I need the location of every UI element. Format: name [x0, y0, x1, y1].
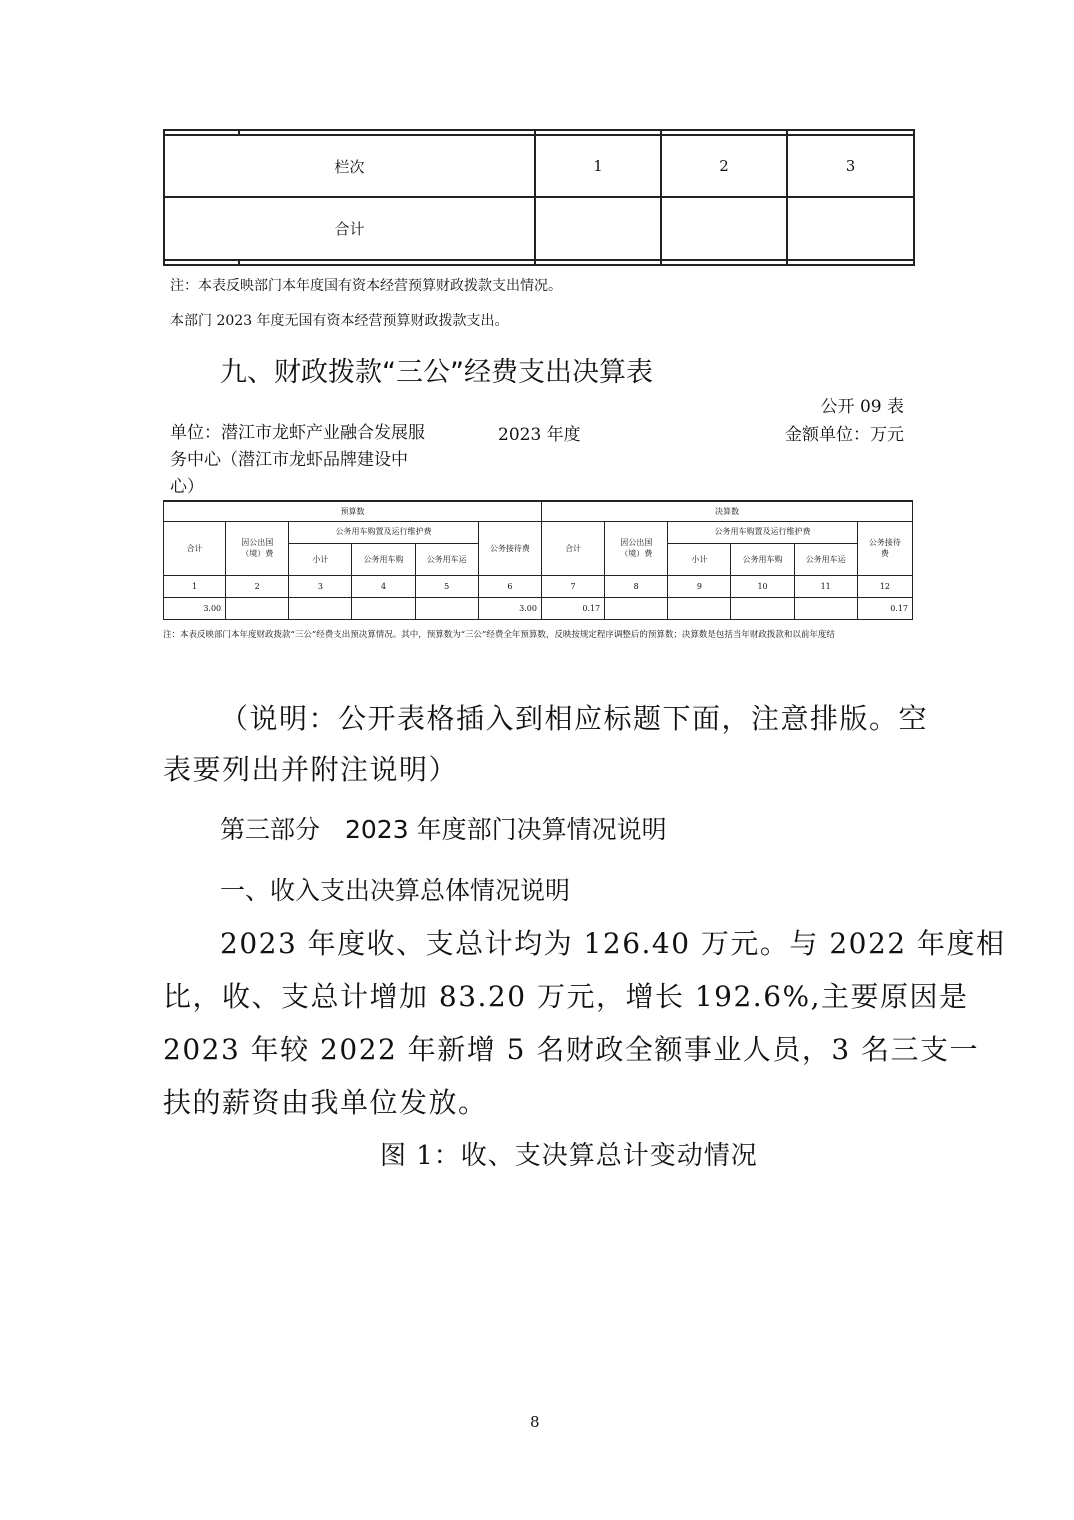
- value-cell: [731, 597, 794, 619]
- col-subtotal: 小计: [668, 543, 731, 575]
- section-heading: 一、收入支出决算总体情况说明: [220, 876, 571, 905]
- table-cell: 2: [661, 135, 787, 197]
- col-purchase: 公务用车购: [352, 543, 415, 575]
- col-number: 1: [164, 575, 226, 597]
- col-total: 合计: [541, 521, 604, 575]
- table-cell: [535, 197, 661, 259]
- table-row: [164, 135, 914, 197]
- final-header: 决算数: [541, 501, 912, 521]
- col-number: 4: [352, 575, 415, 597]
- explain-line: 表要列出并附注说明）: [163, 753, 459, 786]
- value-cell: [289, 597, 352, 619]
- col-number: 3: [289, 575, 352, 597]
- table-cell: [164, 260, 239, 265]
- part-heading: 第三部分 2023 年度部门决算情况说明: [220, 815, 667, 844]
- paragraph-line: 扶的薪资由我单位发放。: [163, 1086, 488, 1119]
- table-cell: 栏次: [164, 135, 535, 197]
- col-number: 2: [226, 575, 289, 597]
- col-number: 12: [857, 575, 912, 597]
- col-operation: 公务用车运: [415, 543, 478, 575]
- value-cell: 3.00: [478, 597, 541, 619]
- value-cell: 0.17: [541, 597, 604, 619]
- table-cell: [787, 197, 914, 259]
- col-reception: 公务接待 费: [857, 521, 912, 575]
- unit-line: 单位：潜江市龙虾产业融合发展服: [170, 423, 425, 443]
- col-reception: 公务接待费: [478, 521, 541, 575]
- state-capital-table: [163, 129, 915, 266]
- sangong-note: 注：本表反映部门本年度财政拨款“三公”经费支出预决算情况。其中，预算数为“三公”经费全年预算数，反映按规定程序调整后的预算数；决算数是包括当年财政拨款和以前年度结: [163, 630, 835, 640]
- amount-unit: 金额单位：万元: [785, 425, 904, 445]
- table-cell: [239, 260, 535, 265]
- sangong-table: [163, 500, 913, 620]
- year-label: 2023 年度: [498, 425, 581, 445]
- unit-line: 务中心（潜江市龙虾品牌建设中: [170, 450, 408, 470]
- col-number: 6: [478, 575, 541, 597]
- value-cell: [415, 597, 478, 619]
- table-cell: 合计: [164, 197, 535, 259]
- section-heading: 九、财政拨款“三公”经费支出决算表: [220, 357, 653, 388]
- col-number: 8: [605, 575, 668, 597]
- table-cell: [787, 260, 914, 265]
- col-number: 11: [794, 575, 857, 597]
- table-cell: [535, 260, 661, 265]
- unit-line: 心）: [170, 477, 204, 497]
- table-note: 注：本表反映部门本年度国有资本经营预算财政拨款支出情况。: [170, 278, 562, 294]
- value-cell: [352, 597, 415, 619]
- col-number: 10: [731, 575, 794, 597]
- col-number: 5: [415, 575, 478, 597]
- table-cell: [661, 197, 787, 259]
- col-vehicle: 公务用车购置及运行维护费: [289, 521, 478, 543]
- value-cell: [605, 597, 668, 619]
- col-subtotal: 小计: [289, 543, 352, 575]
- col-abroad: 因公出国 （境）费: [605, 521, 668, 575]
- table-row: [164, 197, 914, 259]
- col-total: 合计: [164, 521, 226, 575]
- col-operation: 公务用车运: [794, 543, 857, 575]
- figure-caption: 图 1：收、支决算总计变动情况: [380, 1141, 758, 1171]
- table-code: 公开 09 表: [820, 397, 904, 417]
- paragraph-line: 2023 年度收、支总计均为 126.40 万元。与 2022 年度相: [220, 927, 1006, 960]
- value-cell: [226, 597, 289, 619]
- paragraph-line: 比，收、支总计增加 83.20 万元，增长 192.6%,主要原因是: [163, 980, 969, 1013]
- col-number: 9: [668, 575, 731, 597]
- explain-line: （说明：公开表格插入到相应标题下面，注意排版。空: [220, 702, 929, 735]
- page-number: 8: [530, 1413, 540, 1431]
- value-cell: 3.00: [164, 597, 226, 619]
- paragraph-line: 2023 年较 2022 年新增 5 名财政全额事业人员，3 名三支一: [163, 1033, 980, 1066]
- table-cell: 1: [535, 135, 661, 197]
- unit-label: [170, 420, 425, 501]
- table-cell: [661, 260, 787, 265]
- col-abroad: 因公出国 （境）费: [226, 521, 289, 575]
- col-purchase: 公务用车购: [731, 543, 794, 575]
- budget-header: 预算数: [164, 501, 542, 521]
- table-row: [164, 260, 914, 265]
- table-note-empty: 本部门 2023 年度无国有资本经营预算财政拨款支出。: [170, 313, 509, 329]
- value-cell: [668, 597, 731, 619]
- table-cell: 3: [787, 135, 914, 197]
- value-cell: 0.17: [857, 597, 912, 619]
- col-vehicle: 公务用车购置及运行维护费: [668, 521, 857, 543]
- value-cell: [794, 597, 857, 619]
- col-number: 7: [541, 575, 604, 597]
